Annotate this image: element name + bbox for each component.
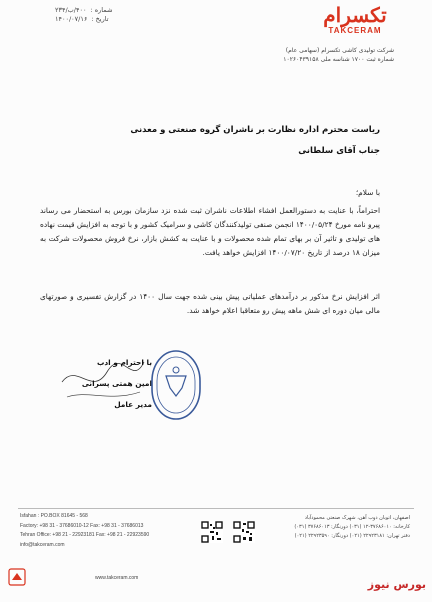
footer-divider [18, 508, 414, 509]
body-paragraph-1: احتراماً، با عنایت به دستورالعمل افشاء اطلاعات ناشران ثبت شده نزد سازمان بورس به استحضار می رساند پیرو نامه مورخ ۱۴۰۰/۰۵/۲۴ انجمن صنفی تولیدکنندگان کاشی و سرامیک کشور و با توجه به افزایش قیمت نهاده های تولیدی و تاثیر آن بر بهای تمام شده محصولات و با عنایت به کشش بازار، نرخ فروش محصولات شرکت به میزان ۱۸ درصد از تاریخ ۱۴۰۰/۰۷/۲۰ افزایش خواهد یافت. [40, 206, 380, 257]
reference-date-row [55, 15, 175, 24]
recipient-block [60, 124, 380, 158]
qr-code-icon [201, 521, 223, 543]
signature-block [62, 352, 152, 415]
closing-text: با احترام و ادب [96, 358, 152, 367]
recipient-line-1: ریاست محترم اداره نظارت بر ناشران گروه صنعتی و معدنی [130, 125, 380, 135]
company-logo [316, 4, 394, 35]
footer-line: info@takceram.com [20, 541, 65, 548]
footer-contact-en [20, 512, 200, 550]
footer-contact-fa [260, 514, 410, 541]
reference-block [55, 6, 175, 24]
company-registration: شماره ثبت ۱۷۰۰ شناسه ملی ۱۰۲۶۰۴۳۹۱۵۸ [283, 56, 394, 63]
company-name: شرکت تولیدی کاشی تکسرام (سهامی عام) [285, 47, 394, 54]
salutation: با سلام؛ [355, 188, 380, 197]
signer-title: مدیر عامل [114, 400, 152, 409]
certification-badge-icon [8, 568, 26, 586]
number-label: شماره : [90, 6, 113, 14]
footer-line: Isfahan : PO.BOX 81645 - 568 [20, 513, 88, 519]
website-link[interactable]: www.takceram.com [95, 575, 139, 581]
watermark: بورس نیوز [367, 578, 426, 591]
footer-line: دفتر تهران: ۲۲۹۲۳۱۸۱ (۰۲۱) دورنگار: ۲۲۹۲۳۵۹۰ (۰۲۱) [294, 533, 410, 539]
logo-text: تکسرام [323, 3, 387, 27]
logo-latin: TAKCERAM [328, 26, 382, 35]
footer-line: Factory: +98 31 - 37686010-12 Fax: +98 31 - 37686013 [20, 522, 144, 529]
date-value: ۱۴۰۰/۰۷/۱۶ [55, 15, 88, 23]
company-seal-icon [148, 348, 204, 422]
reference-number-row [55, 6, 175, 15]
recipient-line-2: جناب آقای سلطانی [298, 146, 380, 156]
footer-line: اصفهان، اتوبان ذوب آهن، شهرک صنعتی محمودآباد [304, 515, 410, 521]
date-label: تاریخ : [91, 15, 109, 23]
number-value: ۴۰۰/ب/۲۳۴ [55, 6, 87, 14]
footer-line: کارخانه: ۳۷۶۸۶۰۱۰-۱۲ (۰۳۱) دورنگار: ۳۷۶۸۶۰۱۳ (۰۳۱) [294, 524, 410, 530]
footer-line: Tehran Office: +98 21 - 22923181 Fax: +98 21 - 22923590 [20, 532, 150, 538]
company-info [254, 46, 394, 64]
qr-code-icon [233, 521, 255, 543]
body-paragraph-2: اثر افزایش نرخ مذکور بر درآمدهای عملیاتی پیش بینی شده جهت سال ۱۴۰۰ در گزارش تفسیری و صورتهای مالی میان دوره ای شش ماهه پیش رو متعاقبا اعلام خواهد شد. [40, 292, 380, 315]
signer-name: امین همتی پسرانی [81, 379, 152, 388]
